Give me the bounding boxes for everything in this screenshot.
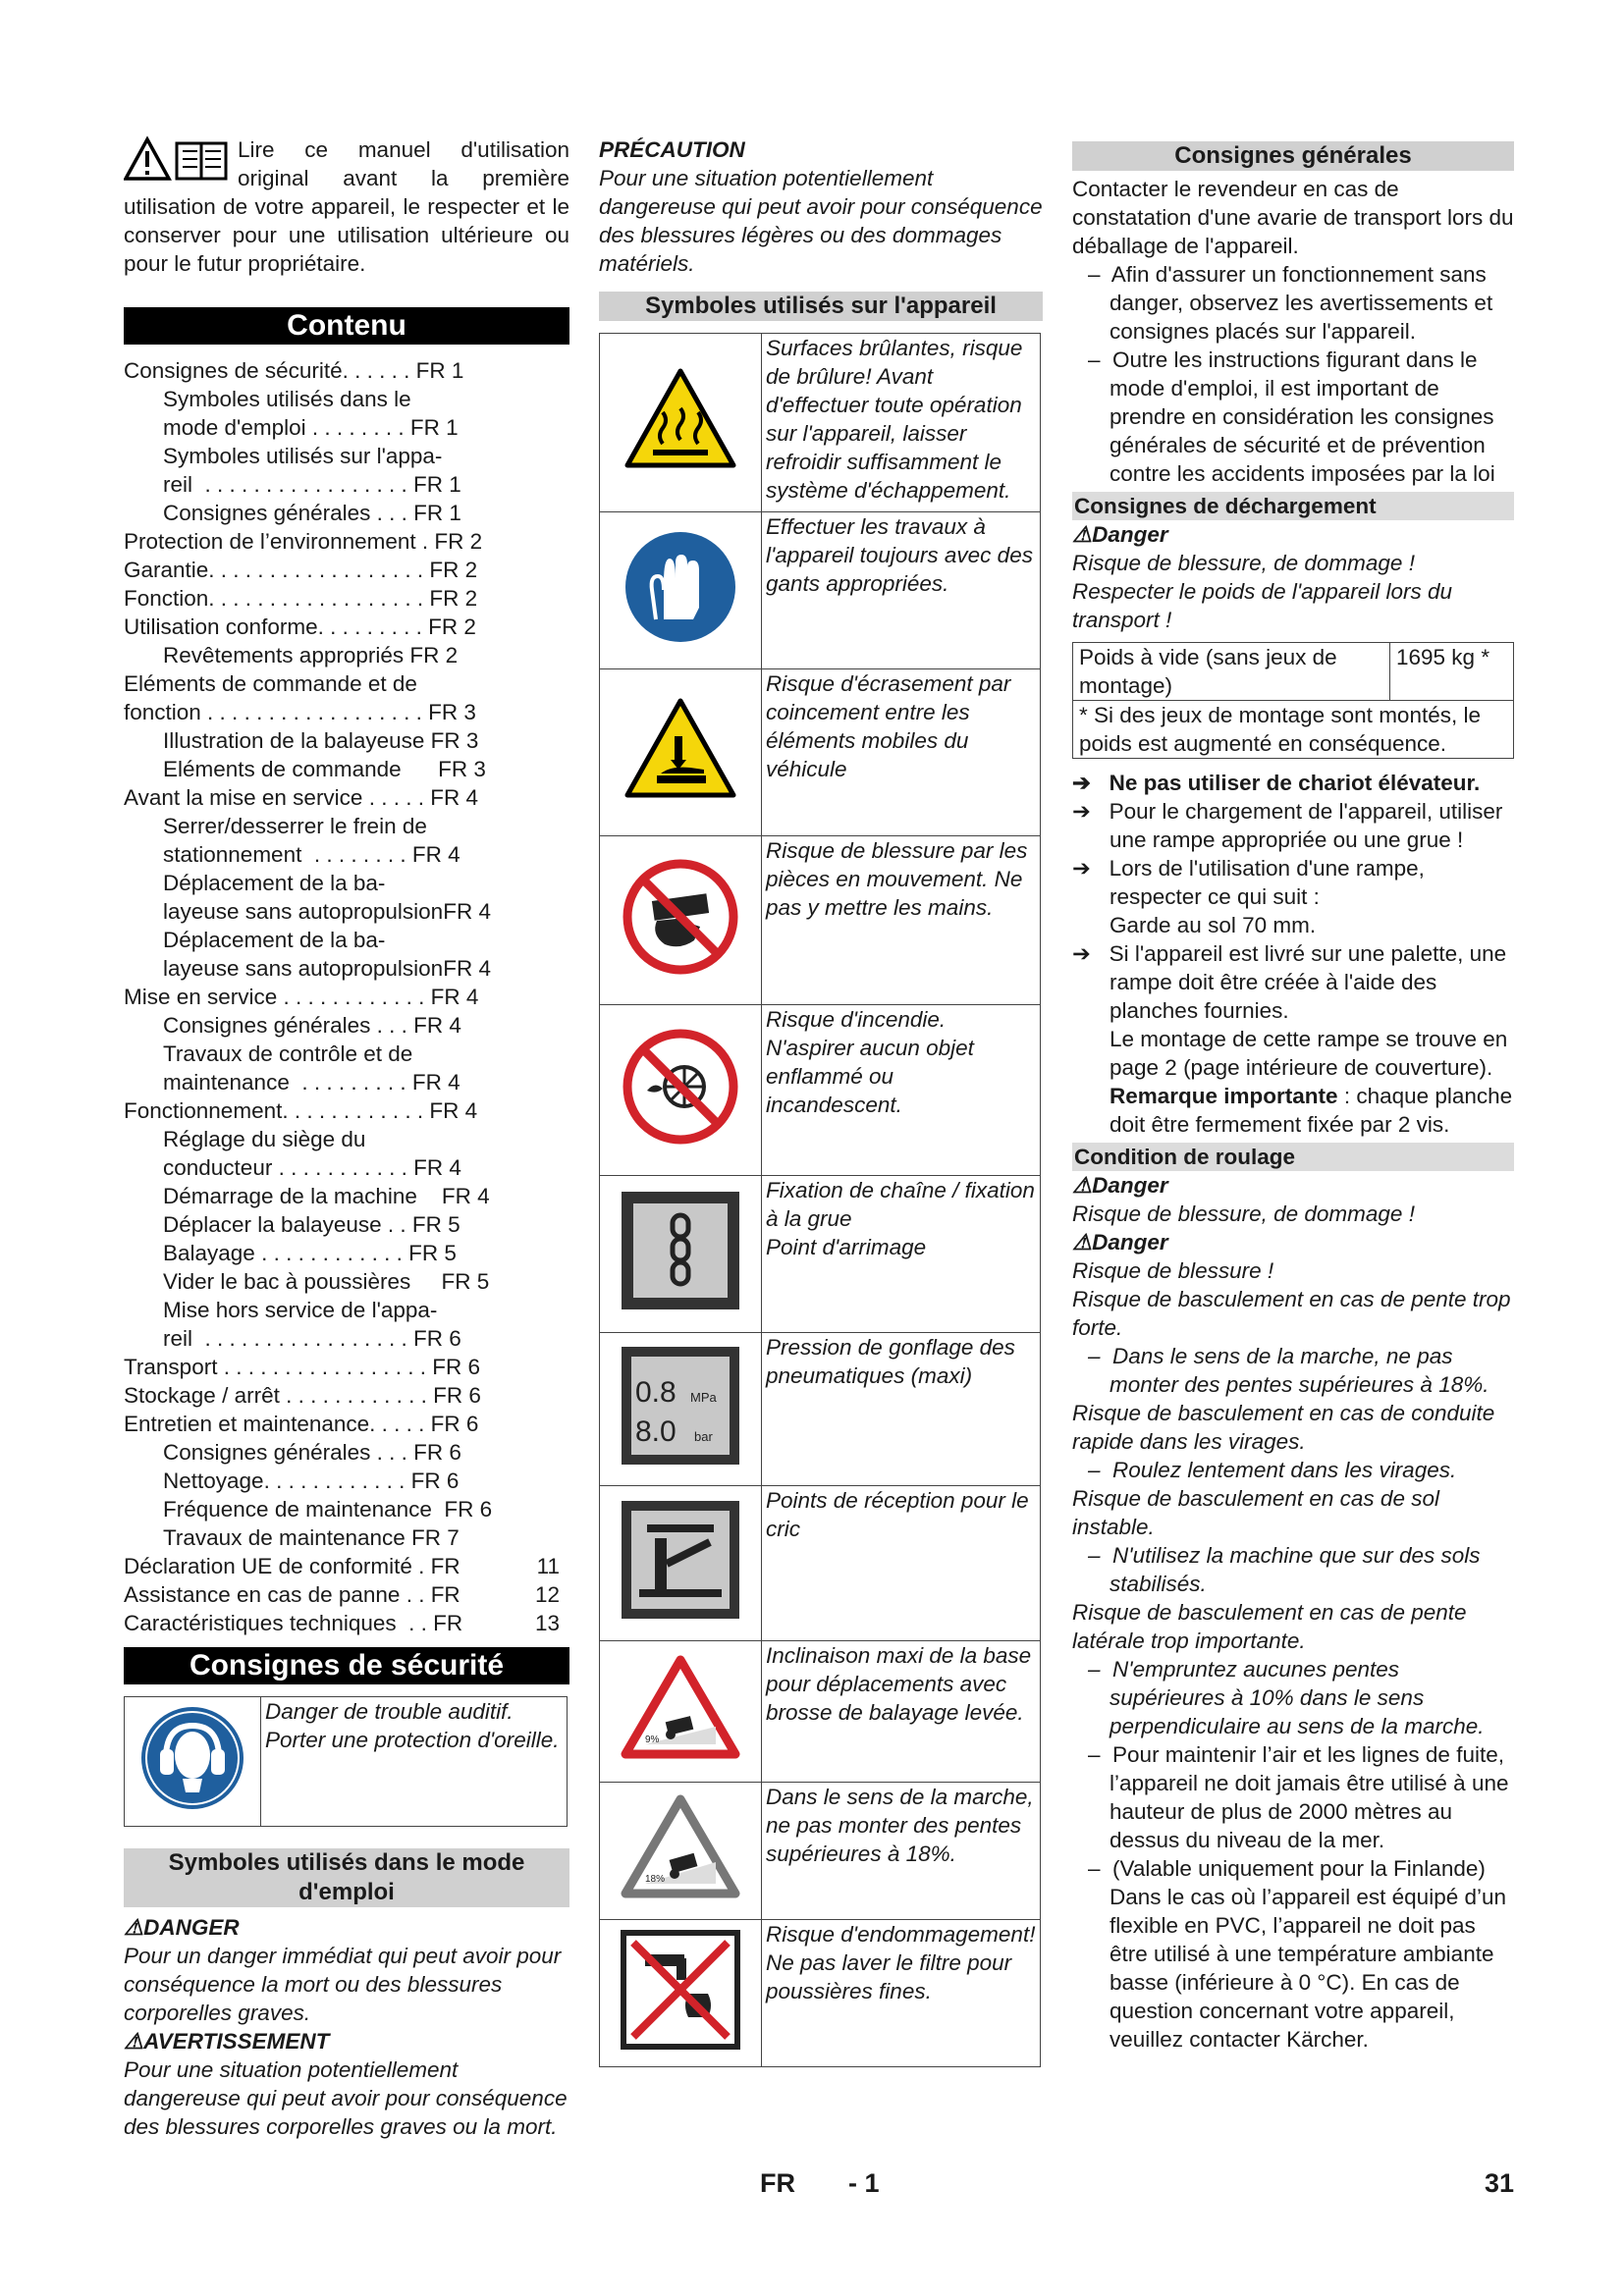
toc-entry: Fréquence de maintenance FR 6 xyxy=(163,1497,493,1522)
symbol-icon-cell xyxy=(600,836,762,1005)
toc-row xyxy=(124,840,569,869)
arrow-right-icon: ➔ xyxy=(1072,771,1110,795)
danger-label-line xyxy=(124,1913,569,1942)
symbol-icon-cell xyxy=(600,1641,762,1783)
toc-row xyxy=(124,641,569,669)
hot-surface-icon xyxy=(622,365,739,473)
symbol-text: Effectuer les travaux à l'appareil toujours avec des gants appropriées. xyxy=(762,512,1041,669)
toc-entry: Consignes de sécurité. . . . . . FR 1 xyxy=(124,358,464,383)
danger-word: Danger xyxy=(1092,522,1168,547)
arrow-item-text: Lors de l'utilisation d'une rampe, respecter ce qui suit : xyxy=(1109,856,1425,909)
symbol-icon-cell xyxy=(600,512,762,669)
symbols-table xyxy=(599,333,1041,2067)
toc-entry: Caractéristiques techniques . . FR xyxy=(124,1611,463,1635)
avertissement-label: AVERTISSEMENT xyxy=(143,2029,330,2054)
arrow-item-text: Ne pas utiliser de chariot élévateur. xyxy=(1109,771,1481,795)
toc-entry: mode d'emploi . . . . . . . . FR 1 xyxy=(163,415,459,440)
symbol-icon-cell xyxy=(600,1920,762,2067)
toc-row xyxy=(124,1495,569,1523)
toc-entry: Fonctionnement. . . . . . . . . . . . FR 4 xyxy=(124,1098,478,1123)
generales-item: – Afin d'assurer un fonctionnement sans danger, observez les avertissements et consignes placés sur l'appareil. xyxy=(1088,262,1493,344)
toc-row xyxy=(124,1580,569,1609)
toc-entry: Assistance en cas de panne . . FR xyxy=(124,1582,460,1607)
roulage-risk-line xyxy=(1072,1598,1514,1655)
toc-entry: Démarrage de la machine FR 4 xyxy=(163,1184,490,1208)
toc-row xyxy=(124,1267,569,1296)
slope-max-icon xyxy=(620,1793,741,1901)
symboles-appareil-heading: Symboles utilisés sur l'appareil xyxy=(599,292,1043,321)
danger-text: Pour un danger immédiat qui peut avoir pour conséquence la mort ou des blessures corporelles graves. xyxy=(124,1944,562,2025)
weight-note: * Si des jeux de montage sont montés, le poids est augmenté en conséquence. xyxy=(1073,701,1514,759)
toc-row xyxy=(124,1410,569,1438)
remarque-line xyxy=(1072,1082,1514,1139)
roulage-list xyxy=(1072,1285,1514,1740)
toc-entry: fonction . . . . . . . . . . . . . . . . . . FR 3 xyxy=(124,700,476,724)
toc-row xyxy=(124,783,569,812)
toc-row xyxy=(124,698,569,726)
symbol-text: Surfaces brûlantes, risque de brûlure! Avant d'effectuer toute opération sur l'appareil, laisser refroidir suffisamment le système d'échappement. xyxy=(762,334,1041,512)
roulage-text: Roulez lentement dans les virages. xyxy=(1112,1458,1457,1482)
toc-entry: Consignes générales . . . FR 4 xyxy=(163,1013,461,1038)
toc-entry: Illustration de la balayeuse FR 3 xyxy=(163,728,479,753)
toc-page-number: 13 xyxy=(534,1611,560,1635)
toc-row xyxy=(124,812,569,840)
arrow-list xyxy=(1072,769,1514,1139)
table-row xyxy=(600,836,1041,1005)
precaution-label: PRÉCAUTION xyxy=(599,137,745,162)
pressure-value-bar: 8.0 xyxy=(635,1415,677,1448)
table-row xyxy=(600,1783,1041,1920)
dechargement-risk: Risque de blessure, de dommage ! Respecter le poids de l'appareil lors du transport ! xyxy=(1072,551,1453,632)
footer-lang: FR xyxy=(760,2168,795,2198)
danger-icon: ⚠ xyxy=(1072,522,1093,547)
toc-entry: Serrer/desserrer le frein de xyxy=(163,814,427,838)
danger-line xyxy=(1072,1228,1514,1256)
remarque-label: Remarque importante xyxy=(1110,1084,1338,1108)
symbol-icon-cell xyxy=(600,1176,762,1333)
crush-hazard-icon xyxy=(622,695,739,803)
toc-entry: Réglage du siège du xyxy=(163,1127,366,1151)
warning-manual-icons xyxy=(124,135,230,187)
symbol-icon-cell xyxy=(600,334,762,512)
toc-entry: layeuse sans autopropulsionFR 4 xyxy=(163,956,491,981)
danger-word: Danger xyxy=(1092,1230,1168,1255)
table-row xyxy=(600,1920,1041,2067)
pressure-unit-mpa: MPa xyxy=(690,1390,717,1405)
slope-percent-label: 9% xyxy=(645,1735,660,1745)
roulage-risk-line xyxy=(1072,1285,1514,1342)
toc-row xyxy=(124,385,569,413)
dechargement-heading: Consignes de déchargement xyxy=(1072,492,1514,520)
table-row xyxy=(600,1486,1041,1641)
toc-row xyxy=(124,1381,569,1410)
toc-entry: Transport . . . . . . . . . . . . . . . . . FR 6 xyxy=(124,1355,480,1379)
toc-row xyxy=(124,1523,569,1552)
arrow-item xyxy=(1072,797,1514,854)
toc-row xyxy=(124,1096,569,1125)
toc-row xyxy=(124,926,569,954)
symbol-text: Risque de blessure par les pièces en mouvement. Ne pas y mettre les mains. xyxy=(762,836,1041,1005)
weight-label: Poids à vide (sans jeux de montage) xyxy=(1073,643,1390,701)
roulage-instruction: – Dans le sens de la marche, ne pas monter des pentes supérieures à 18%. xyxy=(1088,1344,1489,1397)
roulage-risk: Risque de blessure ! xyxy=(1072,1258,1274,1283)
symbol-text: Points de réception pour le cric xyxy=(762,1486,1041,1641)
toc-entry: reil . . . . . . . . . . . . . . . . . FR 6 xyxy=(163,1326,461,1351)
toc-entry: Utilisation conforme. . . . . . . . . FR 2 xyxy=(124,614,476,639)
weight-value: 1695 kg * xyxy=(1390,643,1514,701)
intro-block xyxy=(124,135,569,278)
generales-item-text: Outre les instructions figurant dans le mode d'emploi, il est important de prendre en considération les consignes générales de sécurité et de prévention contre les accidents imposées par la loi xyxy=(1110,347,1495,486)
tire-pressure-icon xyxy=(620,1345,741,1467)
table-row xyxy=(600,1641,1041,1783)
toc-row xyxy=(124,954,569,983)
roulage-heading: Condition de roulage xyxy=(1072,1143,1514,1171)
arrow-item-text: Pour le chargement de l'appareil, utiliser une rampe appropriée ou une grue ! xyxy=(1109,799,1503,852)
ear-protection-table xyxy=(124,1696,568,1827)
toc-row xyxy=(124,1609,569,1637)
no-wash-filter-icon xyxy=(620,1929,741,2051)
arrow-right-icon: ➔ xyxy=(1072,799,1110,824)
symbol-text: Pression de gonflage des pneumatiques (maxi) xyxy=(762,1333,1041,1486)
table-row xyxy=(1073,701,1514,759)
pressure-value-mpa: 0.8 xyxy=(635,1376,677,1409)
toc-row xyxy=(124,669,569,698)
arrow-item-text: Si l'appareil est livré sur une palette, une rampe doit être créée à l'aide des planches fournies. xyxy=(1109,941,1507,1023)
pressure-unit-bar: bar xyxy=(694,1429,713,1444)
toc-entry: Déplacement de la ba- xyxy=(163,871,386,895)
table-row xyxy=(600,1333,1041,1486)
toc-entry: Vider le bac à poussières FR 5 xyxy=(163,1269,490,1294)
toc-row xyxy=(124,556,569,584)
warning-triangle-book-icon xyxy=(124,135,230,185)
securite-heading: Consignes de sécurité xyxy=(124,1647,569,1684)
toc-entry: Travaux de maintenance FR 7 xyxy=(163,1525,460,1550)
toc-entry: Stockage / arrêt . . . . . . . . . . . . FR 6 xyxy=(124,1383,481,1408)
toc-entry: Consignes générales . . . FR 6 xyxy=(163,1440,461,1465)
toc-entry: Symboles utilisés sur l'appa- xyxy=(163,444,443,468)
avertissement-label-line xyxy=(124,2027,569,2056)
danger-label: DANGER xyxy=(143,1915,240,1940)
toc-row xyxy=(124,1153,569,1182)
toc-entry: Travaux de contrôle et de xyxy=(163,1041,413,1066)
symbol-text: Inclinaison maxi de la base pour déplacements avec brosse de balayage levée. xyxy=(762,1641,1041,1783)
roulage-risk: Risque de blessure, de dommage ! xyxy=(1072,1201,1415,1226)
roulage-text: Risque de basculement en cas de pente trop forte. xyxy=(1072,1287,1511,1340)
toc-row xyxy=(124,1182,569,1210)
toc-entry: Protection de l’environnement . FR 2 xyxy=(124,529,483,554)
arrow-item xyxy=(1072,939,1514,1025)
toc-row xyxy=(124,356,569,385)
toc-row xyxy=(124,1011,569,1040)
table-row xyxy=(600,512,1041,669)
toc-row xyxy=(124,1210,569,1239)
toc-entry: Fonction. . . . . . . . . . . . . . . . . . FR 2 xyxy=(124,586,478,611)
toc-entry: Garantie. . . . . . . . . . . . . . . . . . FR 2 xyxy=(124,558,478,582)
table-row xyxy=(1073,643,1514,701)
toc-entry: Avant la mise en service . . . . . FR 4 xyxy=(124,785,478,810)
toc-entry: Nettoyage. . . . . . . . . . . . FR 6 xyxy=(163,1468,460,1493)
table-row xyxy=(600,334,1041,512)
symbol-text: Risque d'écrasement par coincement entre les éléments mobiles du véhicule xyxy=(762,669,1041,836)
column-right xyxy=(1072,135,1514,2054)
final-item-text: Pour maintenir l’air et les lignes de fuite, l’appareil ne doit jamais être utilisé à une hauteur de plus de 2000 mètres au dessus du niveau de la mer. xyxy=(1110,1742,1509,1852)
danger-icon: ⚠ xyxy=(1072,1173,1093,1198)
symbol-icon-cell xyxy=(600,1783,762,1920)
symbol-text: Dans le sens de la marche, ne pas monter des pentes supérieures à 18%. xyxy=(762,1783,1041,1920)
toc-row xyxy=(124,869,569,897)
montage-text: Le montage de cette rampe se trouve en page 2 (page intérieure de couverture). xyxy=(1110,1027,1508,1080)
toc-entry: Mise hors service de l'appa- xyxy=(163,1298,438,1322)
generales-item: – Outre les instructions figurant dans le mode d'emploi, il est important de prendre en considération les consignes générales de sécurité et de prévention contre les accidents imposées par la loi xyxy=(1088,347,1495,486)
toc-row xyxy=(124,897,569,926)
ear-protection-cell xyxy=(125,1697,261,1827)
roulage-text: N'utilisez la machine que sur des sols stabilisés. xyxy=(1110,1543,1481,1596)
final-item: – (Valable uniquement pour la Finlande) Dans le cas où l’appareil est équipé d’un flexible en PVC, l’appareil ne doit pas être utilisé à une température ambiante basse (inférieure à 0 °C). En cas de question concernant votre appareil, veuillez contacter Kärcher. xyxy=(1088,1856,1507,2052)
arrow-right-icon: ➔ xyxy=(1072,941,1110,966)
contenu-heading: Contenu xyxy=(124,307,569,345)
roulage-text: Dans le sens de la marche, ne pas monter des pentes supérieures à 18%. xyxy=(1110,1344,1489,1397)
no-fire-icon xyxy=(622,1028,739,1146)
column-left xyxy=(124,135,569,2141)
generales-item-text: Afin d'assurer un fonctionnement sans danger, observez les avertissements et consignes placés sur l'appareil. xyxy=(1110,262,1493,344)
table-row xyxy=(600,669,1041,836)
ear-protection-icon xyxy=(138,1704,246,1812)
toc-row xyxy=(124,413,569,442)
jack-point-icon xyxy=(620,1499,741,1621)
toc-entry: Eléments de commande et de xyxy=(124,671,417,696)
no-hands-icon xyxy=(622,858,739,976)
toc-row xyxy=(124,983,569,1011)
chain-fixation-icon xyxy=(620,1190,741,1311)
danger-line xyxy=(1072,520,1514,549)
generales-heading: Consignes générales xyxy=(1072,141,1514,171)
toc-row xyxy=(124,527,569,556)
toc-row xyxy=(124,470,569,499)
intro-text: Lire ce manuel d'utilisation original avant la première utilisation de votre appareil, le respecter et le conserver pour une utilisation ultérieure ou pour le futur propriétaire. xyxy=(124,137,569,276)
toc-entry: Balayage . . . . . . . . . . . . FR 5 xyxy=(163,1241,457,1265)
toc-entry: maintenance . . . . . . . . . FR 4 xyxy=(163,1070,460,1095)
danger-icon: ⚠ xyxy=(1072,1230,1093,1255)
toc-row xyxy=(124,1068,569,1096)
toc-row xyxy=(124,1552,569,1580)
garde-text: Garde au sol 70 mm. xyxy=(1110,913,1317,937)
toc-entry: Entretien et maintenance. . . . . FR 6 xyxy=(124,1412,479,1436)
roulage-instruction: – N'empruntez aucunes pentes supérieures à 10% dans le sens perpendiculaire au sens de la marche. xyxy=(1088,1657,1485,1738)
page-number: 31 xyxy=(1485,2168,1515,2198)
final-item: – Pour maintenir l’air et les lignes de fuite, l’appareil ne doit jamais être utilisé à une hauteur de plus de 2000 mètres au dessus du niveau de la mer. xyxy=(1088,1742,1509,1852)
final-item-text: (Valable uniquement pour la Finlande) Dans le cas où l’appareil est équipé d’un flexible en PVC, l’appareil ne doit pas être utilisé à une température ambiante basse (inférieure à 0 °C). En cas de question concernant votre appareil, veuillez contacter Kärcher. xyxy=(1110,1856,1507,2052)
avertissement-warning-icon: ⚠ xyxy=(124,2029,144,2054)
danger-line xyxy=(1072,1171,1514,1200)
toc-entry: Mise en service . . . . . . . . . . . . FR 4 xyxy=(124,985,479,1009)
toc-entry: layeuse sans autopropulsionFR 4 xyxy=(163,899,491,924)
roulage-text: N'empruntez aucunes pentes supérieures à 10% dans le sens perpendiculaire au sens de la marche. xyxy=(1110,1657,1485,1738)
toc-row xyxy=(124,1467,569,1495)
toc-page-number: 12 xyxy=(534,1582,560,1607)
toc-row xyxy=(124,1239,569,1267)
remarque-text: : chaque planche doit être fermement fixée par 2 vis. xyxy=(1110,1084,1513,1137)
toc-row xyxy=(124,1353,569,1381)
toc-row xyxy=(124,726,569,755)
generales-intro: Contacter le revendeur en cas de constatation d'une avarie de transport lors du déballage de l'appareil. xyxy=(1072,177,1514,258)
symbol-text: Risque d'endommagement! Ne pas laver le filtre pour poussières fines. xyxy=(762,1920,1041,2067)
toc-row xyxy=(124,613,569,641)
toc-row xyxy=(124,1438,569,1467)
danger-warning-icon: ⚠ xyxy=(124,1915,144,1940)
slope-percent-label: 18% xyxy=(645,1874,666,1885)
danger-word: Danger xyxy=(1092,1173,1168,1198)
toc-row xyxy=(124,755,569,783)
precaution-text: Pour une situation potentiellement dangereuse qui peut avoir pour conséquence des blessures légères ou des dommages matériels. xyxy=(599,166,1043,276)
toc-row xyxy=(124,499,569,527)
table-row xyxy=(600,1005,1041,1176)
gloves-icon xyxy=(623,529,738,645)
arrow-item xyxy=(1072,769,1514,797)
roulage-risk-line xyxy=(1072,1399,1514,1456)
toc-entry: stationnement . . . . . . . . FR 4 xyxy=(163,842,460,867)
roulage-instruction: – N'utilisez la machine que sur des sols stabilisés. xyxy=(1088,1543,1481,1596)
toc-entry: Déclaration UE de conformité . FR xyxy=(124,1554,460,1578)
symbol-text: Fixation de chaîne / fixation à la grue Point d'arrimage xyxy=(762,1176,1041,1333)
ear-protection-text: Danger de trouble auditif. Porter une protection d'oreille. xyxy=(261,1697,568,1827)
symbol-icon-cell xyxy=(600,1005,762,1176)
slope-raised-brush-icon xyxy=(620,1654,741,1762)
symbol-text: Risque d'incendie. N'aspirer aucun objet enflammé ou incandescent. xyxy=(762,1005,1041,1176)
roulage-instruction: – Roulez lentement dans les virages. xyxy=(1088,1458,1457,1482)
toc-row xyxy=(124,1296,569,1324)
toc-entry: Revêtements appropriés FR 2 xyxy=(163,643,459,667)
roulage-risk-line xyxy=(1072,1484,1514,1541)
arrow-right-icon: ➔ xyxy=(1072,856,1110,881)
toc-row xyxy=(124,442,569,470)
toc-page-number: 11 xyxy=(536,1554,560,1578)
table-of-contents xyxy=(124,356,569,1637)
toc-entry: reil . . . . . . . . . . . . . . . . . FR 1 xyxy=(163,472,461,497)
symboles-mode-heading: Symboles utilisés dans le mode d'emploi xyxy=(124,1848,569,1907)
toc-row xyxy=(124,1125,569,1153)
toc-entry: conducteur . . . . . . . . . . . FR 4 xyxy=(163,1155,461,1180)
toc-entry: Déplacement de la ba- xyxy=(163,928,386,952)
weight-table xyxy=(1072,642,1514,759)
roulage-text: Risque de basculement en cas de conduite rapide dans les virages. xyxy=(1072,1401,1495,1454)
roulage-text: Risque de basculement en cas de pente latérale trop importante. xyxy=(1072,1600,1467,1653)
toc-row xyxy=(124,584,569,613)
toc-entry: Consignes générales . . . FR 1 xyxy=(163,501,461,525)
column-middle xyxy=(599,135,1043,2067)
roulage-text: Risque de basculement en cas de sol instable. xyxy=(1072,1486,1439,1539)
toc-entry: Déplacer la balayeuse . . FR 5 xyxy=(163,1212,460,1237)
arrow-item xyxy=(1072,854,1514,911)
symbol-icon-cell xyxy=(600,1333,762,1486)
toc-entry: Eléments de commande FR 3 xyxy=(163,757,486,781)
avertissement-text: Pour une situation potentiellement dangereuse qui peut avoir pour conséquence des blessures corporelles graves ou la mort. xyxy=(124,2057,568,2139)
symbol-icon-cell xyxy=(600,1486,762,1641)
toc-row xyxy=(124,1324,569,1353)
footer-num: - 1 xyxy=(848,2168,880,2198)
table-row xyxy=(600,1176,1041,1333)
toc-row xyxy=(124,1040,569,1068)
symbol-icon-cell xyxy=(600,669,762,836)
toc-entry: Symboles utilisés dans le xyxy=(163,387,411,411)
